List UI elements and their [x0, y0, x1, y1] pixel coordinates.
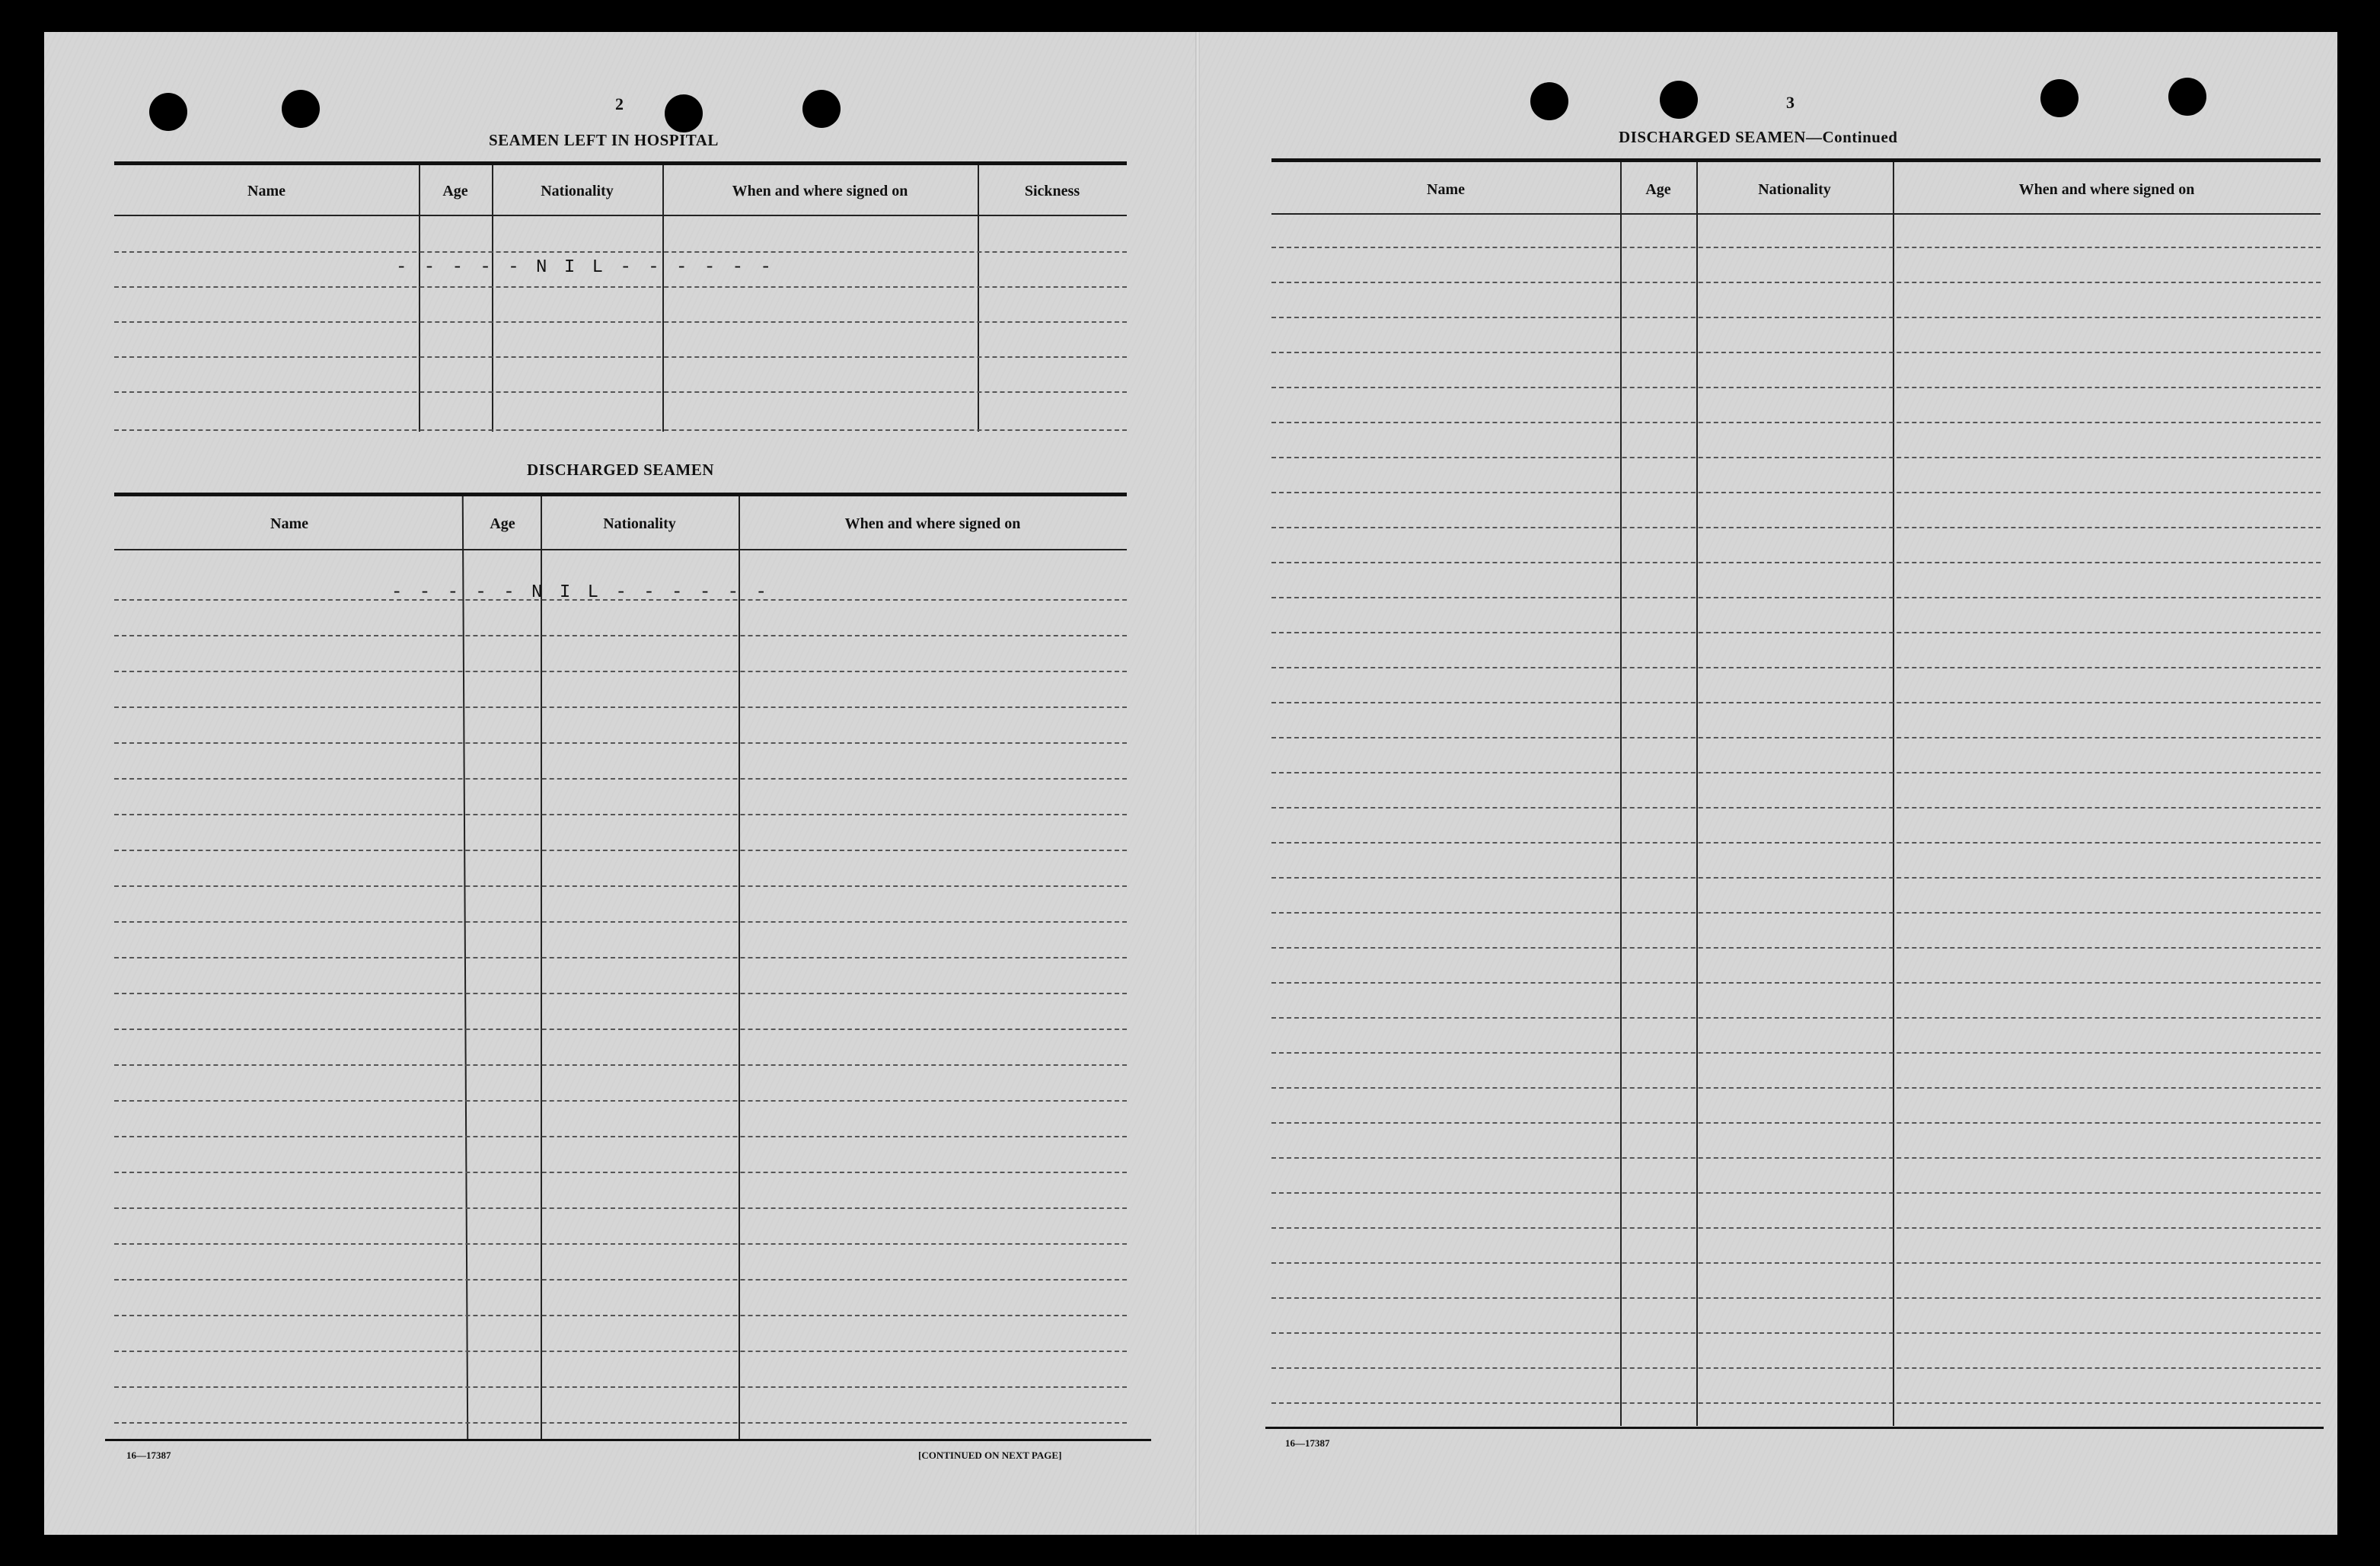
row-rule	[114, 706, 1127, 708]
discharged-continued-title: DISCHARGED SEAMEN—Continued	[1619, 128, 1898, 146]
row-rule	[114, 1064, 1127, 1066]
row-rule	[1271, 527, 2321, 528]
column-header-age: Age	[490, 515, 515, 532]
nil-entry: - - - - - N I L - - - - - -	[396, 257, 774, 278]
row-rule	[114, 1422, 1127, 1424]
row-rule	[114, 778, 1127, 780]
table-header-rule	[114, 215, 1127, 216]
hospital-section-title: SEAMEN LEFT IN HOSPITAL	[489, 131, 719, 149]
row-rule	[114, 286, 1127, 288]
discharged-section-title: DISCHARGED SEAMEN	[527, 461, 714, 479]
row-rule	[1271, 1402, 2321, 1404]
column-divider	[739, 496, 740, 1440]
column-header-name: Name	[270, 515, 308, 532]
column-header-nationality: Nationality	[1758, 181, 1831, 198]
row-rule	[114, 429, 1127, 431]
row-rule	[1271, 912, 2321, 914]
row-rule	[114, 1207, 1127, 1209]
row-rule	[1271, 807, 2321, 809]
column-header-signed-on: When and where signed on	[2018, 181, 2195, 198]
row-rule	[1271, 492, 2321, 493]
row-rule	[114, 850, 1127, 851]
page-number-left: 2	[615, 94, 624, 113]
row-rule	[1271, 1017, 2321, 1019]
punch-hole	[665, 94, 703, 132]
row-rule	[1271, 1227, 2321, 1229]
table-header-rule	[1271, 213, 2321, 215]
right-page-bottom-rule	[1265, 1427, 2324, 1429]
row-rule	[114, 1172, 1127, 1173]
row-rule	[1271, 702, 2321, 703]
row-rule	[1271, 947, 2321, 949]
row-rule	[1271, 1122, 2321, 1124]
row-rule	[1271, 1262, 2321, 1264]
punch-hole	[802, 90, 841, 128]
row-rule	[1271, 352, 2321, 353]
punch-hole	[1530, 82, 1568, 120]
row-rule	[114, 1351, 1127, 1352]
punch-hole	[149, 93, 187, 131]
left-page-bottom-rule	[105, 1439, 1151, 1441]
form-number-right: 16—17387	[1285, 1437, 1330, 1449]
row-rule	[1271, 982, 2321, 984]
row-rule	[114, 671, 1127, 672]
row-rule	[1271, 562, 2321, 563]
row-rule	[114, 356, 1127, 358]
punch-hole	[282, 90, 320, 128]
column-header-name: Name	[247, 183, 286, 199]
column-header-age: Age	[1645, 181, 1671, 198]
row-rule	[114, 742, 1127, 744]
row-rule	[1271, 737, 2321, 738]
row-rule	[1271, 1192, 2321, 1194]
column-header-nationality: Nationality	[541, 183, 614, 199]
row-rule	[1271, 247, 2321, 248]
row-rule	[1271, 1367, 2321, 1369]
row-rule	[114, 921, 1127, 923]
row-rule	[114, 1243, 1127, 1245]
punch-hole	[2168, 78, 2206, 116]
row-rule	[1271, 667, 2321, 668]
row-rule	[1271, 877, 2321, 879]
row-rule	[114, 885, 1127, 887]
row-rule	[114, 1029, 1127, 1030]
continued-note: [CONTINUED ON NEXT PAGE]	[918, 1450, 1062, 1461]
row-rule	[1271, 317, 2321, 318]
table-header-rule	[114, 549, 1127, 550]
column-header-sickness: Sickness	[1024, 183, 1080, 199]
row-rule	[1271, 632, 2321, 633]
row-rule	[1271, 387, 2321, 388]
table-top-rule	[114, 161, 1127, 165]
page-number-right: 3	[1786, 93, 1795, 112]
row-rule	[114, 391, 1127, 393]
page-fold	[1195, 32, 1200, 1535]
row-rule	[1271, 1087, 2321, 1089]
row-rule	[114, 635, 1127, 636]
column-divider	[541, 496, 542, 1440]
row-rule	[114, 1315, 1127, 1316]
row-rule	[1271, 1052, 2321, 1054]
nil-entry: - - - - - N I L - - - - - -	[391, 582, 770, 603]
column-header-name: Name	[1427, 181, 1465, 198]
row-rule	[114, 1386, 1127, 1388]
row-rule	[1271, 772, 2321, 773]
row-rule	[114, 321, 1127, 323]
row-rule	[1271, 597, 2321, 598]
row-rule	[1271, 842, 2321, 844]
row-rule	[114, 1136, 1127, 1137]
hospital-table	[114, 161, 1127, 470]
row-rule	[1271, 282, 2321, 283]
row-rule	[1271, 1332, 2321, 1334]
table-top-rule	[1271, 158, 2321, 162]
form-number-left: 16—17387	[126, 1450, 171, 1461]
row-rule	[114, 993, 1127, 994]
document-sheet	[44, 32, 2337, 1535]
row-rule	[114, 957, 1127, 958]
column-header-nationality: Nationality	[603, 515, 676, 532]
column-divider	[462, 496, 468, 1440]
row-rule	[1271, 457, 2321, 458]
discharged-table	[114, 493, 1127, 1482]
row-rule	[114, 814, 1127, 815]
column-header-signed-on: When and where signed on	[732, 183, 908, 199]
punch-hole	[1660, 81, 1698, 119]
column-header-signed-on: When and where signed on	[844, 515, 1021, 532]
row-rule	[114, 251, 1127, 253]
row-rule	[1271, 1157, 2321, 1159]
table-top-rule	[114, 493, 1127, 496]
punch-hole	[2040, 79, 2079, 117]
discharged-continued-table	[1271, 158, 2321, 1468]
row-rule	[114, 599, 1127, 601]
row-rule	[114, 1100, 1127, 1102]
row-rule	[1271, 422, 2321, 423]
row-rule	[1271, 1297, 2321, 1299]
column-header-age: Age	[442, 183, 468, 199]
row-rule	[114, 1279, 1127, 1281]
